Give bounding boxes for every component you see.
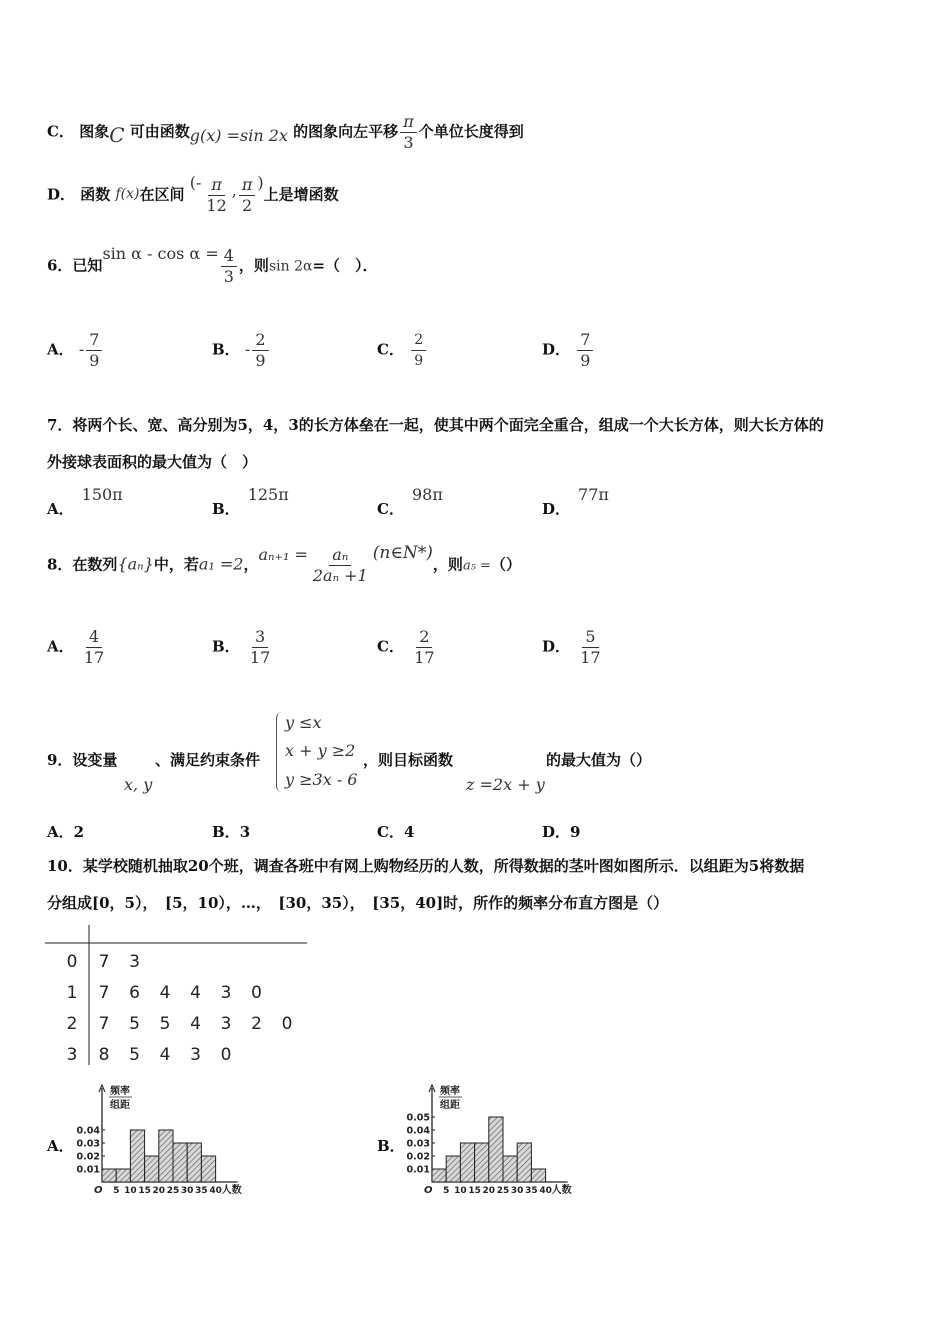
origin-label: O [424, 1185, 433, 1196]
x-tick-label: 30 [510, 1186, 524, 1196]
leaf-value: 3 [190, 1045, 201, 1065]
fraction: $\frac{\text{aₙ}}{\text{2aₙ +1}}$ [312, 545, 368, 585]
leaf-value: 3 [220, 983, 232, 1003]
q7-option-d[interactable]: D．77π [542, 485, 609, 518]
constraint-3: y ≥3x - 6 [285, 770, 358, 789]
y-tick-label: 0.03 [406, 1138, 430, 1150]
histogram-bar [475, 1143, 489, 1182]
q8-stem: 8．在数列{aₙ}中，若a₁ =2，aₙ₊₁ = $\frac{\text{aₙ}}{\text{2aₙ +1}}$ (n∈N*)，则a₅ =（） [47, 542, 521, 585]
stem-value: 3 [66, 1045, 78, 1065]
q10-option-a-label[interactable]: A． [47, 1137, 74, 1155]
text: 中，若 [153, 555, 199, 574]
constraint-1: y ≤x [285, 713, 322, 732]
x-tick-label: 25 [166, 1186, 180, 1196]
q9-option-a[interactable]: A．2 [47, 823, 85, 841]
q9-text: 、满足约束条件 [155, 751, 261, 769]
x-tick-label: 15 [138, 1186, 151, 1196]
y-tick-label: 0.01 [406, 1164, 430, 1176]
leaf-value: 8 [98, 1045, 110, 1065]
histogram-bar [489, 1117, 503, 1182]
q6-option-c[interactable]: C． $\frac{2}{9}$ [377, 330, 428, 371]
x-tick-label: 20 [482, 1186, 496, 1196]
histogram-bar [432, 1169, 446, 1182]
constraint-brace [276, 712, 283, 792]
x-tick-label: 20 [152, 1186, 166, 1196]
y-label-bottom: 组距 [440, 1100, 460, 1111]
histogram-bar [159, 1130, 173, 1182]
leaf-value: 4 [159, 1045, 171, 1065]
question-number: 8．在数列 [47, 555, 118, 574]
x-axis-label: 人数 [221, 1185, 242, 1196]
histogram-bar [517, 1143, 531, 1182]
constraint-2: x + y ≥2 [285, 741, 356, 760]
text: 上是增函数 [263, 185, 339, 204]
histogram-option-a[interactable] [72, 1082, 252, 1197]
fraction: $\frac{\pi}{3}$ [400, 112, 417, 153]
math: (n∈N*) [372, 542, 433, 563]
leaf-value: 4 [190, 983, 201, 1003]
objective-function: z =2x + y [466, 775, 545, 794]
text: 图象 [79, 122, 110, 141]
math: (- [189, 172, 202, 192]
text: 可由函数 [129, 122, 190, 141]
y-tick-label: 0.05 [406, 1112, 430, 1124]
q10-stem-line2: 分组成[0，5）， [5，10），…， [30，35）， [35，40]时，所作的频率分布直方图是（） [47, 894, 669, 912]
q8-option-a[interactable]: A． $\frac{4}{17}$ [47, 627, 105, 667]
histogram-bar [145, 1156, 159, 1182]
math: a₁ =2 [198, 554, 244, 574]
leaf-value: 5 [129, 1014, 140, 1034]
question-number: 6．已知 [47, 256, 103, 275]
math: aₙ₊₁ = [258, 544, 308, 564]
text: ，则 [238, 256, 269, 275]
stem-leaf-plot [45, 925, 315, 1070]
q8-option-d[interactable]: D． $\frac{5}{17}$ [542, 627, 601, 667]
x-tick-label: 30 [180, 1186, 194, 1196]
y-tick-label: 0.03 [76, 1138, 100, 1150]
y-tick-label: 0.01 [76, 1164, 100, 1176]
q6-stem [47, 243, 378, 287]
q8-option-b[interactable]: B． $\frac{3}{17}$ [212, 627, 271, 667]
histogram-bar [446, 1156, 460, 1182]
q9-text: ，则目标函数 [363, 751, 454, 769]
q6-option-b[interactable]: B． - $\frac{2}{9}$ [212, 330, 271, 371]
leaf-value: 0 [220, 1045, 232, 1065]
leaf-value: 2 [251, 1014, 262, 1034]
q9-text: 的最大值为（） [546, 751, 652, 769]
math: a₅ = [462, 558, 491, 574]
leaf-value: 5 [129, 1045, 140, 1065]
histogram-bar [460, 1143, 474, 1182]
y-label-top: 频率 [440, 1086, 460, 1097]
x-tick-label: 35 [525, 1186, 538, 1196]
text: 的图象向左平移 [293, 122, 399, 141]
q5-option-c [47, 112, 524, 153]
q10-stem-line1: 10．某学校随机抽取20个班，调查各班中有网上购物经历的人数，所得数据的茎叶图如图所示．以组距为5将数据 [47, 857, 805, 875]
x-axis-label: 人数 [551, 1185, 572, 1196]
leaf-value: 7 [98, 952, 110, 972]
leaf-value: 5 [159, 1014, 171, 1034]
x-tick-label: 15 [468, 1186, 481, 1196]
text: 个单位长度得到 [418, 122, 524, 141]
q5-option-d: D． 函数 f(x)在区间 (- $\frac{\pi}{12}$ , $\frac{\pi}{2}$ )上是增函数 [47, 172, 339, 215]
option-label: D． [47, 185, 76, 204]
y-tick-label: 0.02 [76, 1151, 100, 1163]
leaf-value: 0 [251, 983, 262, 1003]
math: sin 2α [268, 258, 313, 275]
text: 在区间 [139, 185, 185, 204]
y-tick-label: 0.04 [406, 1125, 430, 1137]
histogram-bar [102, 1169, 116, 1182]
math: {aₙ} [117, 554, 154, 574]
histogram-option-b[interactable] [402, 1082, 582, 1197]
x-tick-label: 40 [209, 1186, 222, 1196]
leaf-value: 0 [281, 1014, 293, 1034]
y-tick-label: 0.04 [76, 1125, 100, 1137]
histogram-bar [187, 1143, 201, 1182]
math: sin α - cos α = [102, 243, 219, 263]
x-tick-label: 5 [113, 1186, 120, 1196]
leaf-value: 4 [190, 1014, 201, 1034]
x-tick-label: 35 [195, 1186, 208, 1196]
histogram-bar [130, 1130, 144, 1182]
q9-option-d[interactable]: D．9 [542, 823, 581, 841]
x-tick-label: 10 [454, 1186, 467, 1196]
y-label-top: 频率 [110, 1086, 130, 1097]
q7-stem-line1: 7．将两个长、宽、高分别为5，4，3的长方体垒在一起，使其中两个面完全重合，组成一个大长方体，则大长方体的 [47, 416, 824, 434]
fraction: $\frac{4}{3}$ [221, 246, 237, 287]
q9-option-c[interactable]: C．4 [377, 823, 415, 841]
histogram-bar [201, 1156, 215, 1182]
leaf-value: 3 [220, 1014, 232, 1034]
histogram-bar [503, 1156, 517, 1182]
math: g(x) =sin 2x [189, 125, 288, 145]
q7-option-a[interactable]: A．150π [47, 485, 123, 518]
fraction: $\frac{\pi}{12}$ [206, 175, 227, 215]
option-label: C． [47, 122, 74, 141]
q8-option-c[interactable]: C． $\frac{2}{17}$ [377, 627, 435, 667]
leaf-value: 6 [129, 983, 140, 1003]
q7-option-b[interactable]: B．125π [212, 485, 289, 518]
text: 函数 [80, 185, 111, 204]
y-label-bottom: 组距 [110, 1100, 130, 1111]
x-tick-label: 5 [443, 1186, 450, 1196]
leaf-value: 4 [159, 983, 171, 1003]
x-tick-label: 25 [496, 1186, 510, 1196]
histogram-bar [116, 1169, 130, 1182]
x-tick-label: 40 [539, 1186, 552, 1196]
leaf-value: 7 [98, 1014, 110, 1034]
q6-option-a[interactable]: A． - $\frac{7}{9}$ [47, 330, 104, 371]
math: f(x) [115, 185, 140, 202]
text: =（ ）． [312, 256, 378, 275]
histogram-bar [173, 1143, 187, 1182]
fraction: $\frac{\pi}{2}$ [239, 175, 256, 216]
q9-option-b[interactable]: B．3 [212, 823, 251, 841]
leaf-value: 7 [98, 983, 110, 1003]
q10-option-b-label[interactable]: B． [377, 1137, 405, 1155]
q6-option-d[interactable]: D． $\frac{7}{9}$ [542, 330, 595, 371]
q7-option-c[interactable]: C．98π [377, 485, 443, 518]
x-tick-label: 10 [124, 1186, 137, 1196]
q9-number: 9．设变量 [47, 751, 118, 769]
histogram-bar [531, 1169, 545, 1182]
y-tick-label: 0.02 [406, 1151, 430, 1163]
stem-value: 0 [66, 952, 78, 972]
q7-stem-line2: 外接球表面积的最大值为（ ） [47, 453, 258, 471]
stem-value: 1 [66, 983, 78, 1003]
leaf-value: 3 [129, 952, 140, 972]
math: C [109, 122, 125, 147]
q9-vars: x, y [124, 775, 153, 794]
stem-value: 2 [66, 1014, 78, 1034]
origin-label: O [94, 1185, 103, 1196]
